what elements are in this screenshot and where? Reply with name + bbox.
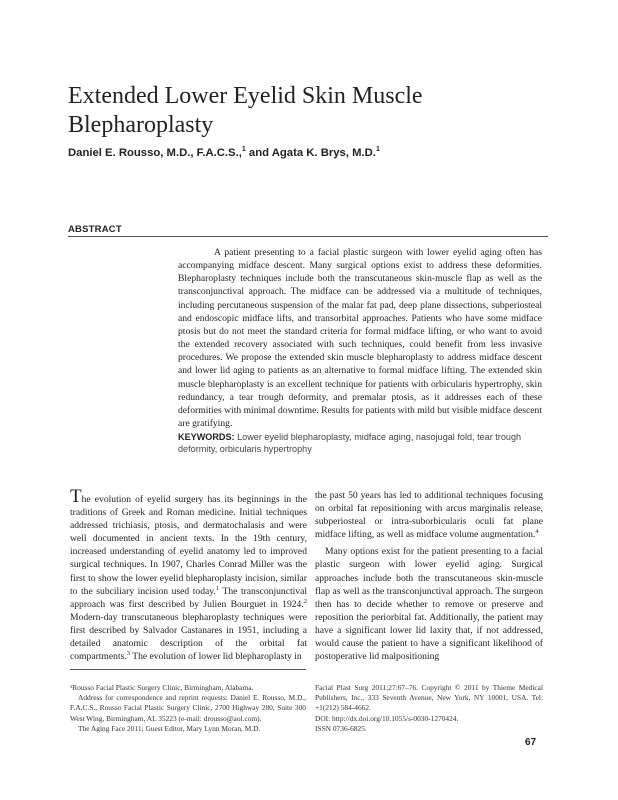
author-2-affiliation: 1	[375, 146, 380, 153]
body-text: Modern-day transcutaneous blepharoplasty techniques were first described by Salvador Castanares in 1951, including a detailed anatomic description of the orbital fat compartments.	[70, 611, 307, 663]
author-1-affiliation: 1	[241, 146, 246, 153]
citation-ref: 3	[126, 649, 130, 657]
keywords	[178, 431, 542, 455]
citation-ref: 4	[535, 528, 539, 536]
footnote-issn: ISSN 0736-6825.	[315, 723, 367, 733]
author-2: Agata K. Brys, M.D.	[271, 146, 376, 159]
citation-ref: 1	[215, 584, 220, 592]
footnote-doi: DOI: http://dx.doi.org/10.1055/s-0030-1270424.	[315, 713, 459, 723]
footnotes-left	[70, 683, 306, 734]
author-conjunction: and	[245, 146, 272, 159]
body-paragraph: Many options exist for the patient presenting to a facial plastic surgeon with lower eyelid aging. Surgical approaches include both the transcutaneous skin-muscle flap as well as the transconjunctival approach. The surgeon then has to decide whether to remove or preserve and reposition the periorbital fat. Additionally, the patient may have a significant lower lid laxity that, if not addressed, would cause the patient to have a significant likelihood of postoperative lid malpositioning	[315, 546, 543, 663]
abstract-text: A patient presenting to a facial plastic surgeon with lower eyelid aging often has accompanying midface descent. Many surgical options exist to address these deformities. Blepharoplasty techniques include both the transcutaneous skin-muscle flap as well as the transconjunctival approach. The midface can be addressed via a multitude of techniques, including percutaneous suspension of the malar fat pad, deep plane dissections, subperiosteal and endoscopic midface lifts, and transorbital approaches. Patients who have some midface ptosis but do not meet the standard criteria for formal midface lifting, or who want to avoid the extended recovery associated with such techniques, could benefit from less invasive procedures. We propose the extended skin muscle blepharoplasty to address midface descent and lower lid aging to patients as an alternative to formal midface lifting. The extended skin muscle blepharoplasty is an excellent technique for patients with orbicularis hypertrophy, skin redundancy, a tear trough deformity, and premalar ptosis, as it addresses each of these deformities with minimal downtime. Results for patients with mild but visible midface descent are gratifying.	[178, 247, 542, 430]
body-column-right	[315, 489, 543, 663]
body-text: The evolution of lower lid blepharoplasty in	[130, 651, 302, 663]
drop-cap: T	[70, 486, 82, 507]
citation-ref: 2	[303, 597, 307, 605]
abstract-divider	[68, 236, 548, 237]
keywords-list: Lower eyelid blepharoplasty, midface aging, nasojugal fold, tear trough deformity, orbicularis hypertrophy	[178, 432, 522, 455]
keywords-label: KEYWORDS:	[178, 432, 235, 442]
footnote-correspondence: Address for correspondence and reprint requests: Daniel E. Rousso, M.D., F.A.C.S., Rousso Facial Plastic Surgery Clinic, 2700 Highway 280, Suite 300 West Wing, Birmingham, AL 35223 (e-mail: drousso@aol.com).	[70, 693, 306, 723]
article-title: Extended Lower Eyelid Skin Muscle Blepharoplasty	[68, 83, 423, 138]
author-1: Daniel E. Rousso, M.D., F.A.C.S.,	[68, 146, 242, 159]
author-line	[68, 146, 568, 159]
body-paragraph	[315, 489, 543, 541]
body-column-left	[70, 486, 308, 663]
footnote-affiliation: ¹Rousso Facial Plastic Surgery Clinic, Birmingham, Alabama.	[70, 683, 254, 692]
body-text: The transconjunctival approach was first described by Julien Bourguet in 1924.	[70, 585, 308, 610]
abstract-heading: ABSTRACT	[68, 224, 122, 235]
footnote-divider	[70, 669, 306, 670]
footnote-issue: The Aging Face 2011; Guest Editor, Mary Lynn Moran, M.D.	[78, 723, 261, 733]
page-number: 67	[525, 737, 537, 748]
body-text: he evolution of eyelid surgery has its beginnings in the traditions of Greek and Roman medicine. Initial techniques addressed trichiasis, ptosis, and dermatochalasis and were well documented in ancient texts. In the 19th century, increased understanding of eyelid anatomy led to improved surgical techniques. In 1907, Charles Conrad Miller was the first to show the lower eyelid blepharoplasty incision, similar to the subciliary incision used today.	[70, 494, 307, 597]
footnote-citation: Facial Plast Surg 2011;27:67–76. Copyright © 2011 by Thieme Medical Publishers, Inc., 333 Seventh Avenue, New York, NY 10001, USA. Tel: +1(212) 584-4662.	[315, 683, 543, 713]
body-text: the past 50 years has led to additional techniques focusing on orbital fat repositioning with arcus marginalis release, subperiosteal or intra-suborbicularis oculi fat plane midface lifting, as well as midface volume augmentation.	[315, 490, 543, 541]
footnotes-right	[315, 683, 543, 734]
